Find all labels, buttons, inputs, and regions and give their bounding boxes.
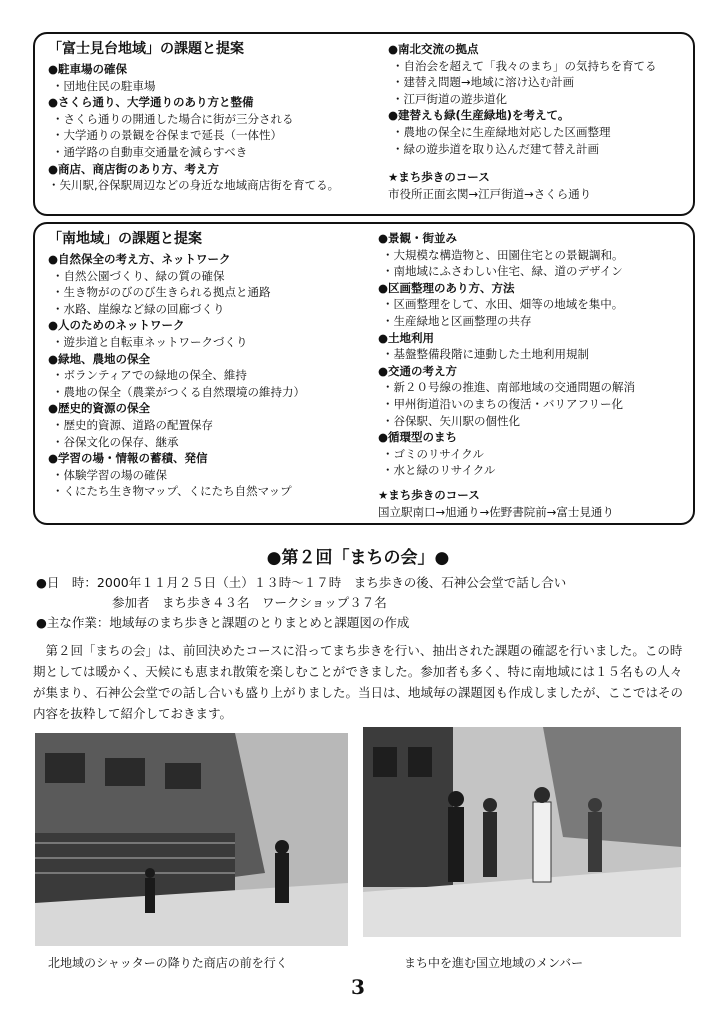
list-item: ・谷保駅、矢川駅の個性化 [382, 413, 520, 428]
list-item: ●交通の考え方 [378, 363, 458, 378]
list-item: ●歴史的資源の保全 [48, 401, 151, 416]
list-item: ●駐車場の確保 [48, 62, 128, 76]
walk-course-route: 市役所正面玄関→江戸街道→さくら通り [388, 186, 592, 201]
fujimidai-right-column [388, 41, 688, 202]
list-item: ●区画整理のあり方、方法 [378, 280, 515, 295]
minami-title: 「南地域」の課題と提案 [48, 231, 202, 247]
fujimidai-title: 「富士見台地域」の課題と提案 [48, 41, 244, 57]
walk-course-title: ★まち歩きのコース [378, 487, 480, 502]
list-item: ・緑の遊歩道を取り込んだ建て替え計画 [392, 141, 599, 156]
list-item: ・新２０号線の推進、南部地域の交通問題の解消 [382, 380, 635, 395]
fujimidai-left-column [48, 40, 383, 194]
meeting-participants-line: 参加者 まち歩き４３名 ワークショップ３７名 [112, 595, 387, 610]
list-item: ・水路、崖線など緑の回廊づくり [52, 301, 225, 316]
list-item: ・農地の保全（農業がつくる自然環境の維持力） [52, 384, 305, 399]
meeting-paragraph: 第２回「まちの会」は、前回決めたコースに沿ってまち歩きを行い、抽出された課題の確認を行いました。この時期としては暖かく、天候にも恵まれ散策を楽しむことができました。参加者も多く、特に南地域には１５名もの人々が集まり、石神公会堂での話し合いも盛り上がりました。当日は、地域毎の課題図も作成しましたが、ここではその内容を抜粋して紹介しておきます。 [33, 643, 684, 721]
street-photo-right-image [363, 727, 681, 937]
list-item: ・体験学習の場の確保 [52, 467, 167, 482]
list-item: ・大学通りの景観を谷保まで延長（一体性） [52, 128, 282, 143]
list-item: ・生産緑地と区画整理の共存 [382, 313, 532, 328]
list-item: ●自然保全の考え方、ネットワーク [48, 252, 231, 266]
list-item: ●人のためのネットワーク [48, 318, 185, 333]
meeting-work-line: ●主な作業：地域毎のまち歩きと課題のとりまとめと課題図の作成 [36, 615, 410, 630]
list-item: ・くにたち生き物マップ、くにたち自然マップ [52, 484, 292, 499]
list-item: ・甲州街道沿いのまちの復活・バリアフリー化 [382, 396, 624, 411]
list-item: ・歴史的資源、道路の配置保存 [52, 417, 213, 432]
list-item: ・さくら通りの開通した場合に街が三分される [52, 111, 294, 126]
list-item: ●土地利用 [378, 330, 435, 345]
street-photo-left-image [35, 733, 348, 946]
minami-left-column [48, 230, 373, 500]
list-item: ●緑地、農地の保全 [48, 351, 151, 366]
list-item: ・区画整理をして、水田、畑等の地域を集中。 [382, 297, 624, 312]
left-photo [35, 733, 348, 946]
list-item: ・南地域にふさわしい住宅、緑、道のデザイン [382, 264, 623, 279]
list-item: ・ボランティアでの緑地の保全、維持 [52, 368, 247, 383]
list-item: ・基盤整備段階に連動した土地利用規制 [382, 347, 589, 362]
left-photo-caption: 北地域のシャッターの降りた商店の前を行く [48, 956, 288, 970]
walk-course-title: ★まち歩きのコース [388, 170, 490, 185]
meeting-title: ●第２回「まちの会」● [266, 548, 450, 568]
list-item: ●商店、商店街のあり方、考え方 [48, 161, 220, 176]
list-item: ●循環型のまち [378, 430, 458, 445]
list-item: ・生き物がのびのび生きられる拠点と通路 [52, 285, 271, 300]
right-photo [363, 727, 681, 937]
list-item: ・通学路の自動車交通量を減らすべき [52, 144, 248, 159]
list-item: ・大規模な構造物と、田園住宅との景観調和。 [382, 247, 624, 262]
list-item: ●南北交流の拠点 [388, 42, 479, 56]
list-item: ●さくら通り、大学通りのあり方と整備 [48, 95, 254, 110]
list-item: ・水と緑のリサイクル [382, 463, 496, 478]
list-item: ●学習の場・情報の蓄積、発信 [48, 451, 208, 466]
list-item: ●建替えも緑(生産緑地)を考えて。 [388, 108, 570, 123]
page-number: 3 [351, 975, 365, 999]
list-item: ・自治会を超えて「我々のまち」の気持ちを育てる [392, 58, 657, 73]
list-item: ●景観・街並み [378, 231, 458, 245]
list-item: ・江戸街道の遊歩道化 [392, 91, 507, 106]
list-item: ・自然公園づくり、緑の質の確保 [52, 268, 225, 283]
list-item: ・建替え問題→地域に溶け込む計画 [392, 75, 575, 90]
right-photo-caption: まち中を進む国立地域のメンバー [404, 956, 584, 970]
meeting-date-line: ●日 時：2000年１１月２５日（土）１３時～１７時 まち歩きの後、石神公会堂で話し合い [36, 575, 567, 590]
list-item: ・谷保文化の保存、継承 [52, 434, 179, 449]
list-item: ・ゴミのリサイクル [382, 446, 484, 461]
list-item: ・農地の保全に生産緑地対応した区画整理 [392, 124, 611, 139]
list-item: ・遊歩道と自転車ネットワークづくり [52, 334, 248, 349]
list-item: ・団地住民の駐車場 [52, 78, 156, 93]
list-item: ・矢川駅,谷保駅周辺などの身近な地域商店街を育てる。 [48, 178, 340, 193]
minami-right-column [378, 230, 690, 520]
walk-course-route: 国立駅南口→旭通り→佐野書院前→富士見通り [378, 504, 614, 519]
